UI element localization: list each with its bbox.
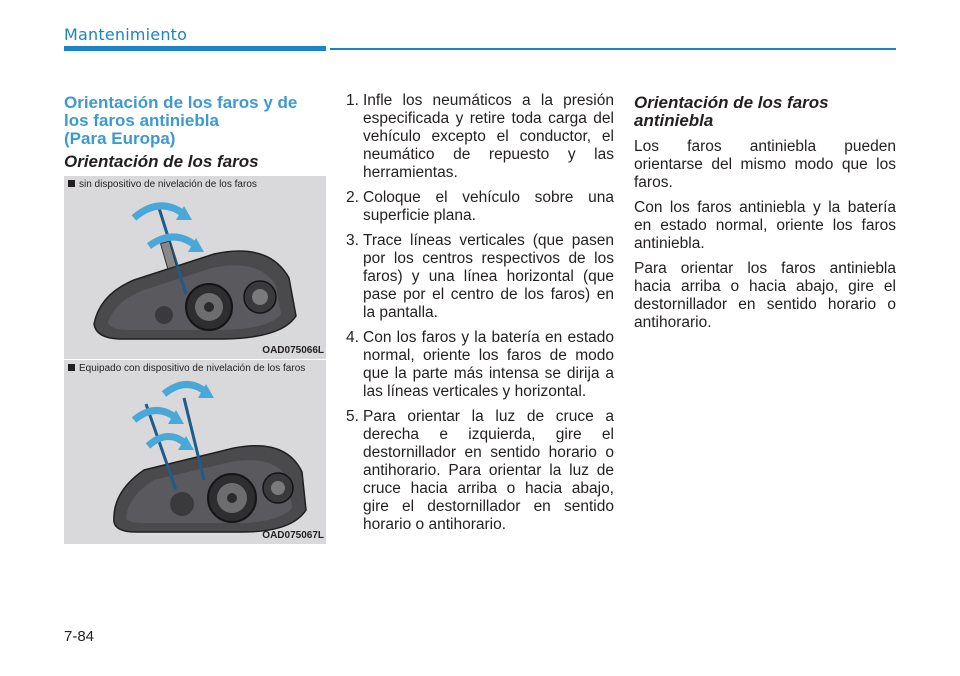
procedure-steps [346, 92, 614, 541]
step-number: 2. [346, 189, 359, 206]
step-text: Trace líneas verticales (que pasen por los centros respectivos de los faros) y una línea horizontal (que pase por el centro de los faros) en la pantalla. [363, 232, 614, 321]
paragraph: Para orientar los faros antiniebla hacia arriba o hacia abajo, gire el destornillador en sentido horario o antihorario. [634, 260, 896, 331]
list-item [346, 92, 614, 182]
step-number: 5. [346, 408, 359, 425]
step-text: Para orientar la luz de cruce a derecha e izquierda, gire el destornillador en sentido horario o antihorario. Para orientar la luz de cruce hacia arriba o hacia abajo, gire el destornillador en sentido horario o antihorario. [363, 408, 614, 533]
bullet-square-icon [68, 180, 75, 187]
subsection-heading: Orientación de los faros [64, 152, 259, 171]
section-heading-line: los faros antiniebla [64, 111, 219, 130]
figure-caption-text: sin dispositivo de nivelación de los faros [79, 179, 257, 190]
figure-caption-text: Equipado con dispositivo de nivelación de los faros [79, 363, 306, 374]
section-heading-line: Orientación de los faros y de [64, 93, 298, 112]
headlamp-illustration [64, 360, 326, 544]
paragraph: Los faros antiniebla pueden orientarse del mismo modo que los faros. [634, 138, 896, 191]
figure-code: OAD075066L [262, 345, 324, 356]
section-heading-line: (Para Europa) [64, 129, 176, 148]
list-item [346, 408, 614, 534]
figure-caption [68, 179, 257, 190]
step-text: Con los faros y la batería en estado normal, oriente los faros de modo que la parte más intensa se dirija a las líneas verticales y horizontal. [363, 329, 614, 400]
list-item [346, 189, 614, 225]
header-rule-thick [64, 46, 326, 51]
fog-lamp-heading: Orientación de los faros antiniebla [634, 93, 829, 130]
section-title: Mantenimiento [64, 25, 188, 44]
step-number: 4. [346, 329, 359, 346]
page-number: 7-84 [64, 628, 95, 645]
step-number: 3. [346, 232, 359, 249]
list-item [346, 329, 614, 401]
list-item [346, 232, 614, 322]
step-text: Coloque el vehículo sobre una superficie plana. [363, 189, 614, 224]
figure-caption [68, 363, 305, 374]
fog-lamp-section [634, 94, 896, 339]
bullet-square-icon [68, 364, 75, 371]
paragraph: Con los faros antiniebla y la batería en estado normal, oriente los faros antiniebla. [634, 199, 896, 252]
figure-headlamp-with-leveling [64, 360, 326, 544]
headlamp-illustration [64, 176, 326, 359]
figure-code: OAD075067L [262, 530, 324, 541]
section-heading [64, 94, 326, 148]
figure-headlamp-no-leveling [64, 176, 326, 359]
step-number: 1. [346, 92, 359, 109]
header-rule-thin [330, 48, 896, 50]
step-text: Infle los neumáticos a la presión especificada y retire toda carga del vehículo excepto el conductor, el neumático de repuesto y las herramientas. [363, 92, 614, 181]
